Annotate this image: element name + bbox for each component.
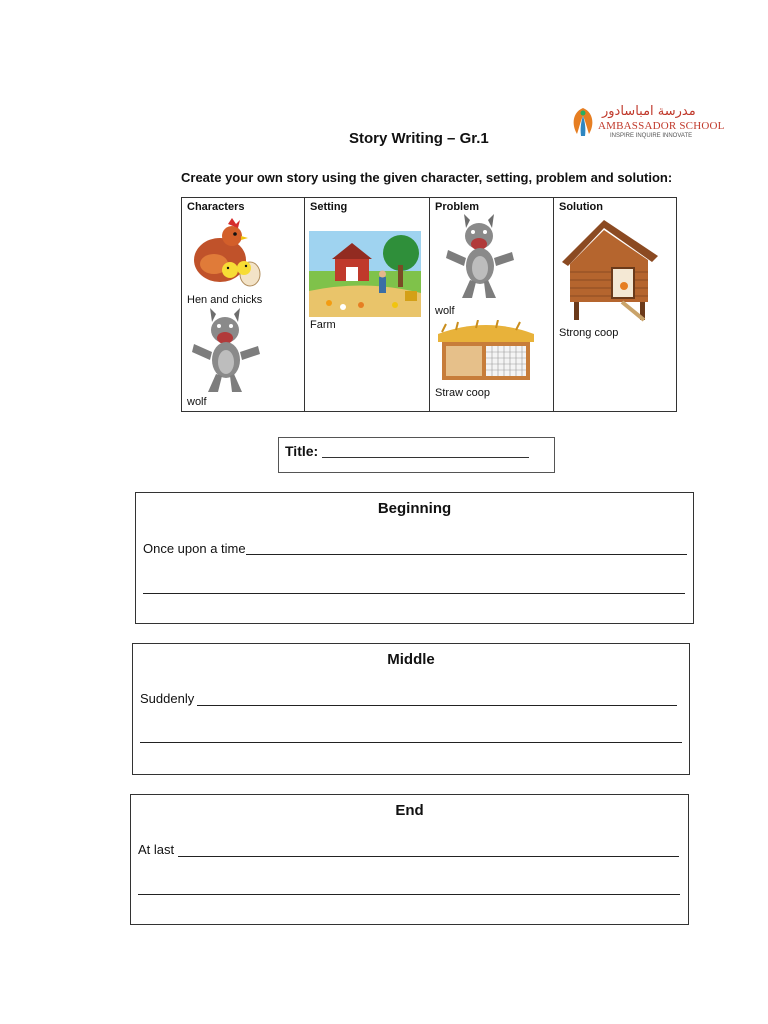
solution-header: Solution xyxy=(559,201,603,213)
instructions: Create your own story using the given character, setting, problem and solution: xyxy=(181,170,673,185)
character-label: wolf xyxy=(187,396,207,408)
problem-header: Problem xyxy=(435,201,480,213)
school-logo-icon xyxy=(569,106,597,138)
end-writing-line[interactable] xyxy=(138,894,680,895)
characters-header: Characters xyxy=(187,201,245,213)
setting-label: Farm xyxy=(310,319,336,331)
setting-column xyxy=(305,198,430,411)
page-title: Story Writing – Gr.1 xyxy=(349,130,489,147)
story-title-label: Title: xyxy=(285,443,319,459)
problem-label: Straw coop xyxy=(435,387,491,399)
wolf-image xyxy=(440,214,516,302)
school-logo xyxy=(566,104,725,144)
solution-label: Strong coop xyxy=(559,327,619,339)
middle-heading: Middle xyxy=(387,651,435,668)
beginning-writing-line[interactable] xyxy=(246,554,687,555)
middle-writing-line[interactable] xyxy=(140,742,682,743)
straw-coop-image xyxy=(436,320,536,384)
wolf-image xyxy=(186,308,266,396)
beginning-writing-line[interactable] xyxy=(143,593,685,594)
story-elements-table xyxy=(181,197,677,412)
problem-column xyxy=(430,198,554,411)
story-title-box xyxy=(278,437,555,473)
farm-image xyxy=(309,231,421,317)
character-label: Hen and chicks xyxy=(187,294,263,306)
strong-coop-image xyxy=(560,216,660,324)
beginning-prompt: Once upon a time xyxy=(143,541,246,556)
hen-and-chicks-image xyxy=(188,218,268,290)
middle-prompt: Suddenly xyxy=(140,691,195,706)
end-writing-line[interactable] xyxy=(178,856,679,857)
setting-header: Setting xyxy=(310,201,348,213)
solution-column xyxy=(554,198,678,411)
end-section xyxy=(130,794,689,925)
beginning-heading: Beginning xyxy=(377,500,452,517)
story-title-input-line[interactable] xyxy=(322,457,529,458)
logo-arabic-text: مدرسة امباسادور xyxy=(602,104,696,119)
beginning-section xyxy=(135,492,694,624)
logo-tagline: INSPIRE INQUIRE INNOVATE xyxy=(610,133,693,139)
end-prompt: At last xyxy=(138,842,175,857)
middle-section xyxy=(132,643,690,775)
end-heading: End xyxy=(395,802,424,819)
problem-label: wolf xyxy=(435,305,455,317)
middle-writing-line[interactable] xyxy=(197,705,677,706)
logo-school-name: AMBASSADOR SCHOOL xyxy=(598,120,725,132)
characters-column xyxy=(182,198,305,411)
